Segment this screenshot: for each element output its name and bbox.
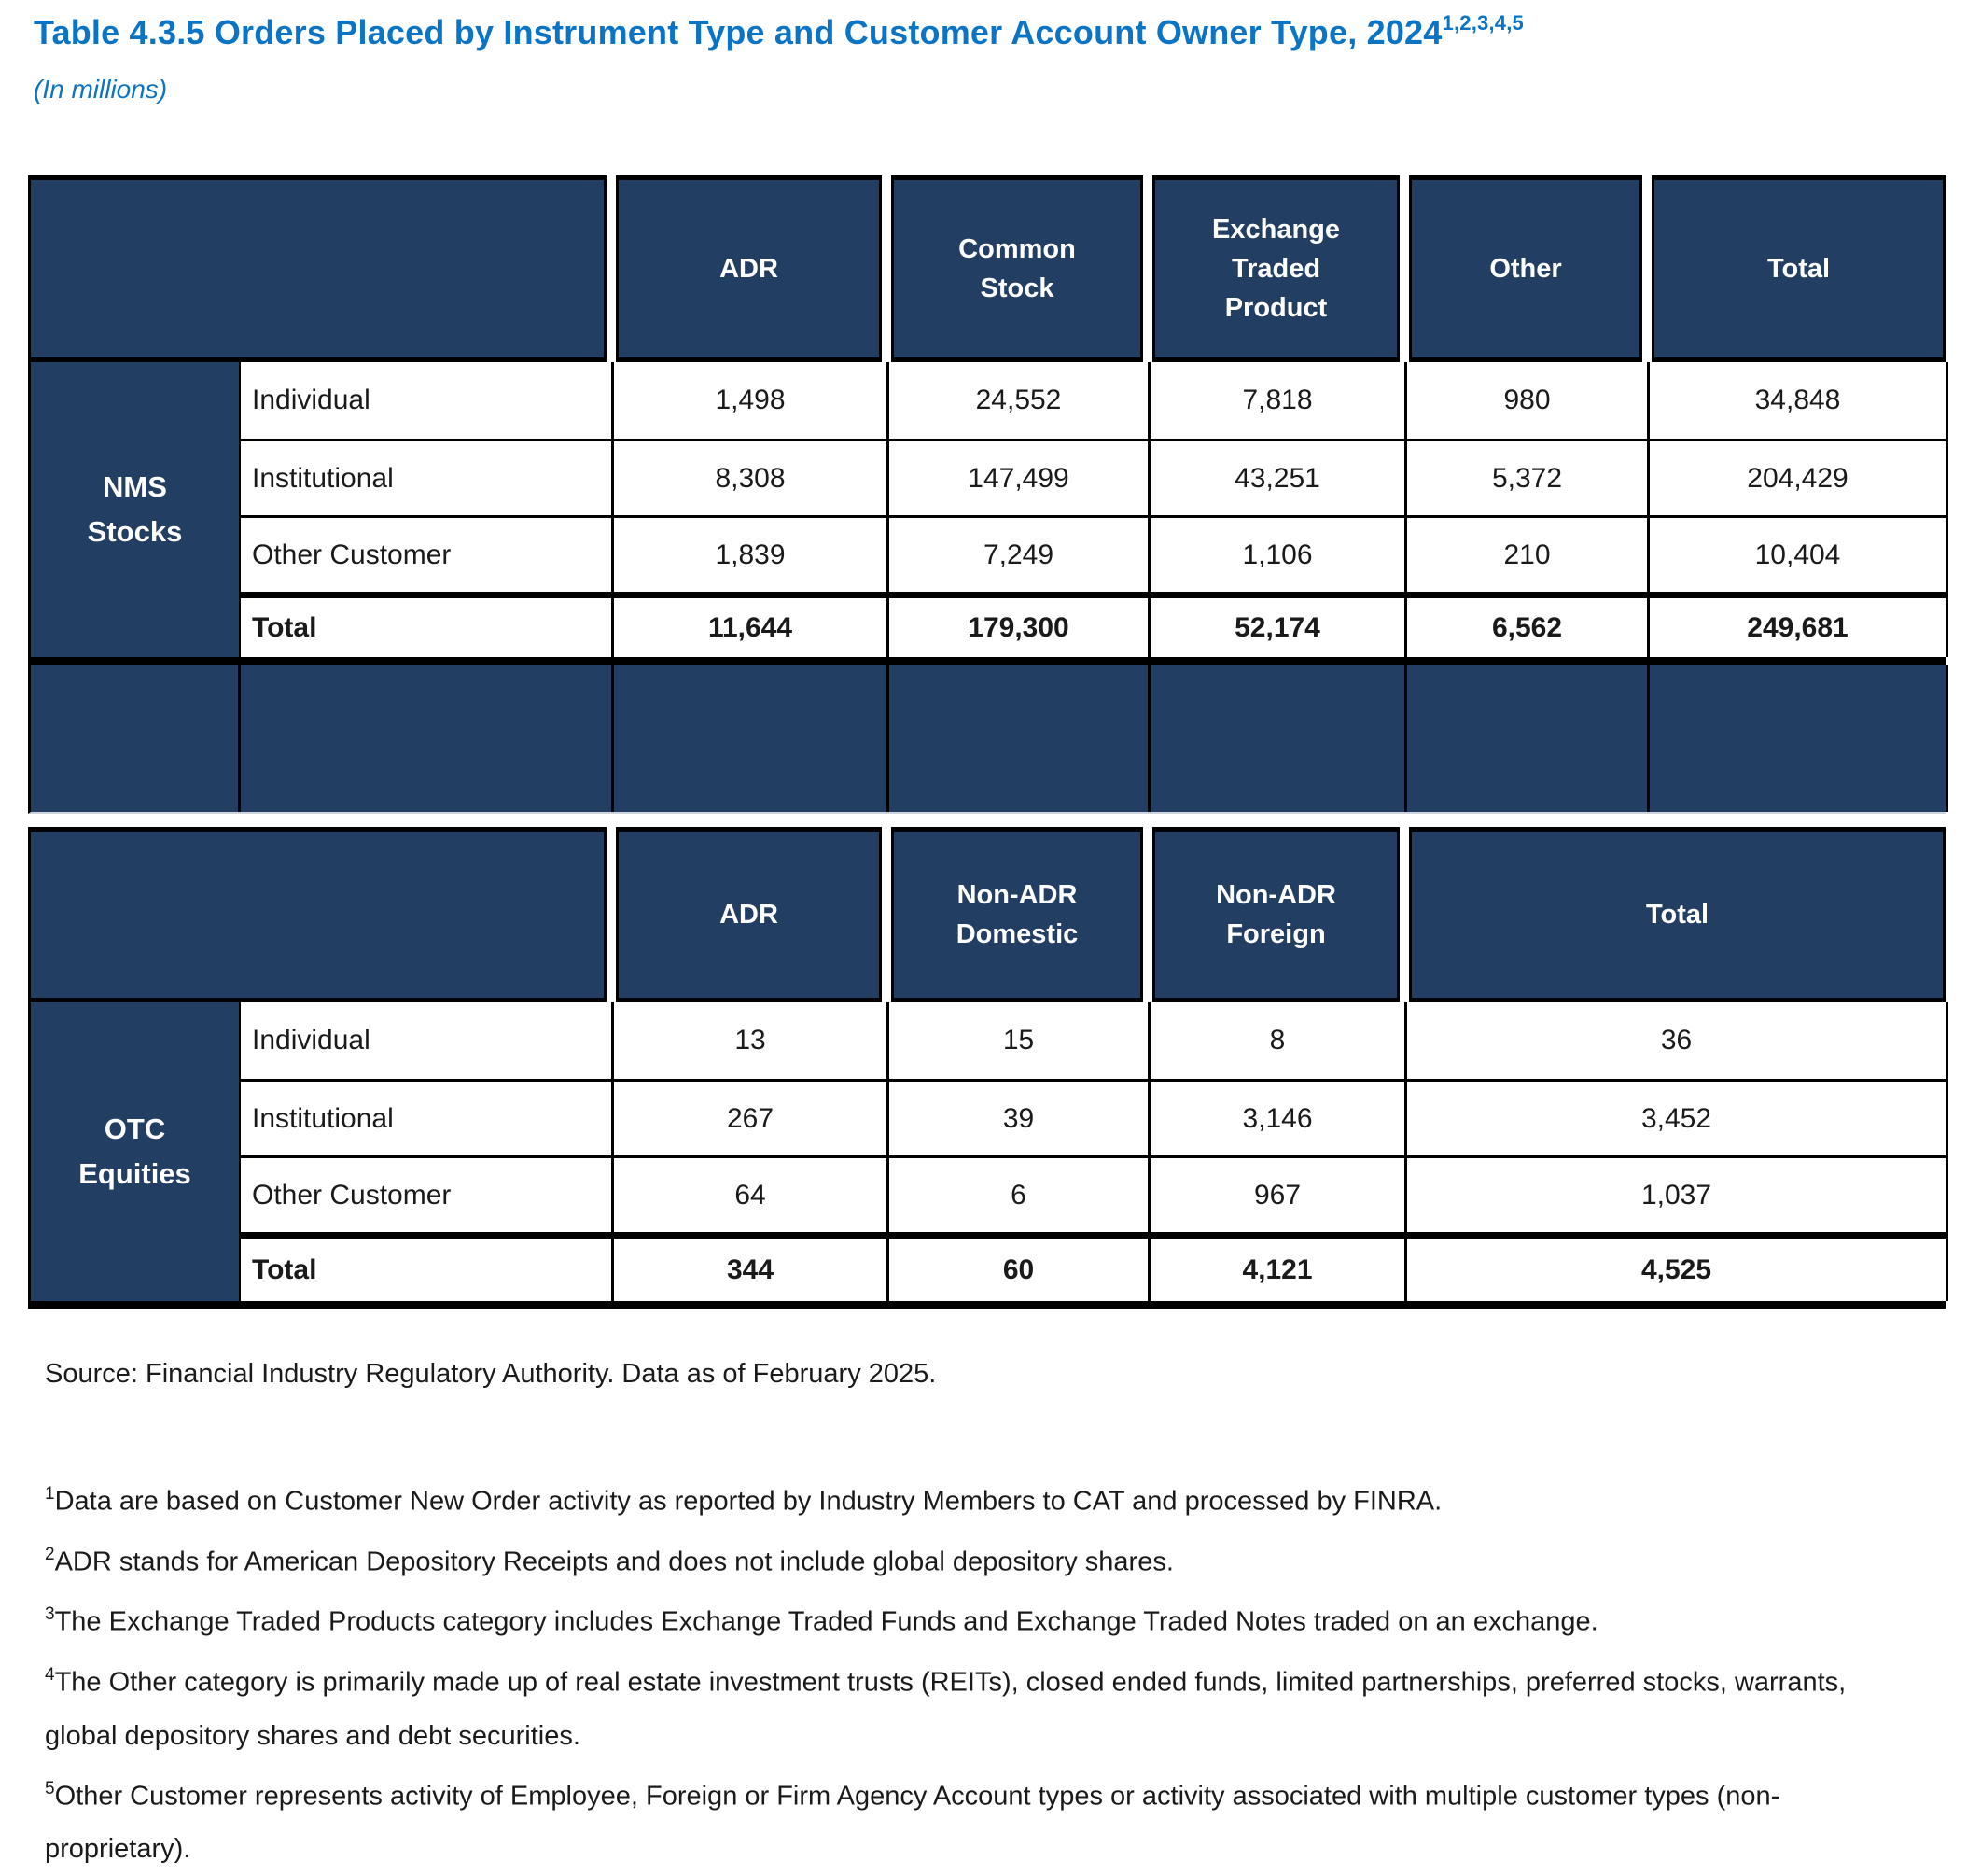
- header-cell-non-adr-domestic: Non-ADR Domestic: [891, 827, 1143, 1002]
- title-footnote-markers: 1,2,3,4,5: [1442, 11, 1524, 35]
- header-cell-adr: ADR: [616, 827, 882, 1002]
- value-cell: 36: [1407, 1002, 1948, 1079]
- otc-table-body: [28, 1002, 1946, 1309]
- value-cell: 13: [614, 1002, 889, 1079]
- spacer-cell: [1407, 665, 1650, 812]
- footnote-5-text: Other Customer represents activity of Employee, Foreign or Firm Agency Account types or activity associated with multiple customer types (non-proprietary).: [45, 1781, 1780, 1865]
- footnote-1-marker: 1: [45, 1484, 55, 1504]
- value-cell: 5,372: [1407, 439, 1650, 515]
- value-cell: 24,552: [889, 362, 1151, 439]
- row-label: Individual: [241, 362, 614, 439]
- footnote-5-marker: 5: [45, 1778, 55, 1799]
- value-cell: 7,249: [889, 515, 1151, 592]
- row-label: Other Customer: [241, 1155, 614, 1232]
- header-cell-adr: ADR: [616, 175, 882, 362]
- footnotes-block: [45, 1468, 1920, 1876]
- value-cell: 6: [889, 1155, 1151, 1232]
- value-cell: 64: [614, 1155, 889, 1232]
- row-label: Other Customer: [241, 515, 614, 592]
- header-cell-total: Total: [1409, 827, 1946, 1002]
- spacer-cell: [614, 665, 889, 812]
- value-cell: 1,498: [614, 362, 889, 439]
- footnote-3-text: The Exchange Traded Products category includes Exchange Traded Funds and Exchange Traded Notes traded on an exchange.: [54, 1606, 1598, 1637]
- nms-header-row: [28, 175, 1946, 362]
- value-cell: 10,404: [1650, 515, 1948, 592]
- value-cell: 43,251: [1151, 439, 1407, 515]
- footnote-1-text: Data are based on Customer New Order activity as reported by Industry Members to CAT and processed by FINRA.: [54, 1486, 1443, 1517]
- table-spacer-band: [28, 665, 1946, 814]
- total-value-cell: 4,525: [1407, 1232, 1948, 1301]
- report-page: [0, 11, 1967, 1865]
- header-cell-common-stock: Common Stock: [891, 175, 1143, 362]
- row-label: Institutional: [241, 439, 614, 515]
- nms-stocks-table: [28, 175, 1946, 814]
- source-note: Source: Financial Industry Regulatory Authority. Data as of February 2025.: [45, 1359, 937, 1389]
- value-cell: 34,848: [1650, 362, 1948, 439]
- value-cell: 1,839: [614, 515, 889, 592]
- header-cell-blank: [28, 175, 607, 362]
- value-cell: 1,106: [1151, 515, 1407, 592]
- footnote-4-text: The Other category is primarily made up of real estate investment trusts (REITs), closed ended funds, limited partnerships, preferred stocks, warrants, global depository shares and debt securities.: [45, 1667, 1847, 1751]
- total-value-cell: 6,562: [1407, 592, 1650, 657]
- footnote-2: [45, 1529, 1920, 1589]
- spacer-cell: [1650, 665, 1948, 812]
- value-cell: 8,308: [614, 439, 889, 515]
- total-row-label: Total: [241, 592, 614, 657]
- otc-equities-table: [28, 827, 1946, 1309]
- footnote-1: [45, 1468, 1920, 1529]
- total-value-cell: 4,121: [1151, 1232, 1407, 1301]
- header-cell-non-adr-foreign: Non-ADR Foreign: [1152, 827, 1400, 1002]
- page-title-text: Table 4.3.5 Orders Placed by Instrument Type and Customer Account Owner Type, 2024: [34, 13, 1443, 51]
- value-cell: 39: [889, 1079, 1151, 1155]
- footnote-3: [45, 1589, 1920, 1649]
- total-value-cell: 60: [889, 1232, 1151, 1301]
- footnote-2-text: ADR stands for American Depository Receipts and does not include global depository shares.: [54, 1547, 1174, 1577]
- group-label-otc-equities: OTC Equities: [31, 1002, 241, 1301]
- nms-table-body: [28, 362, 1946, 665]
- spacer-cell: [31, 665, 241, 812]
- value-cell: 204,429: [1650, 439, 1948, 515]
- footnote-4: [45, 1649, 1920, 1763]
- total-value-cell: 179,300: [889, 592, 1151, 657]
- value-cell: 967: [1151, 1155, 1407, 1232]
- value-cell: 267: [614, 1079, 889, 1155]
- header-cell-total: Total: [1652, 175, 1946, 362]
- value-cell: 7,818: [1151, 362, 1407, 439]
- total-row-label: Total: [241, 1232, 614, 1301]
- value-cell: 147,499: [889, 439, 1151, 515]
- value-cell: 8: [1151, 1002, 1407, 1079]
- header-cell-blank: [28, 827, 607, 1002]
- header-cell-other: Other: [1409, 175, 1642, 362]
- footnote-2-marker: 2: [45, 1544, 55, 1564]
- header-cell-exchange-traded-product: Exchange Traded Product: [1152, 175, 1400, 362]
- total-value-cell: 52,174: [1151, 592, 1407, 657]
- total-value-cell: 249,681: [1650, 592, 1948, 657]
- group-label-nms-stocks: NMS Stocks: [31, 362, 241, 657]
- value-cell: 3,452: [1407, 1079, 1948, 1155]
- spacer-cell: [889, 665, 1151, 812]
- total-value-cell: 11,644: [614, 592, 889, 657]
- value-cell: 1,037: [1407, 1155, 1948, 1232]
- otc-header-row: [28, 827, 1946, 1002]
- value-cell: 980: [1407, 362, 1650, 439]
- footnote-5: [45, 1763, 1920, 1876]
- value-cell: 210: [1407, 515, 1650, 592]
- units-subtitle: (In millions): [34, 75, 168, 104]
- value-cell: 15: [889, 1002, 1151, 1079]
- value-cell: 3,146: [1151, 1079, 1407, 1155]
- row-label: Individual: [241, 1002, 614, 1079]
- page-title: [34, 13, 1967, 52]
- spacer-cell: [1151, 665, 1407, 812]
- spacer-cell: [241, 665, 614, 812]
- total-value-cell: 344: [614, 1232, 889, 1301]
- footnote-3-marker: 3: [45, 1604, 55, 1625]
- row-label: Institutional: [241, 1079, 614, 1155]
- footnote-4-marker: 4: [45, 1664, 55, 1685]
